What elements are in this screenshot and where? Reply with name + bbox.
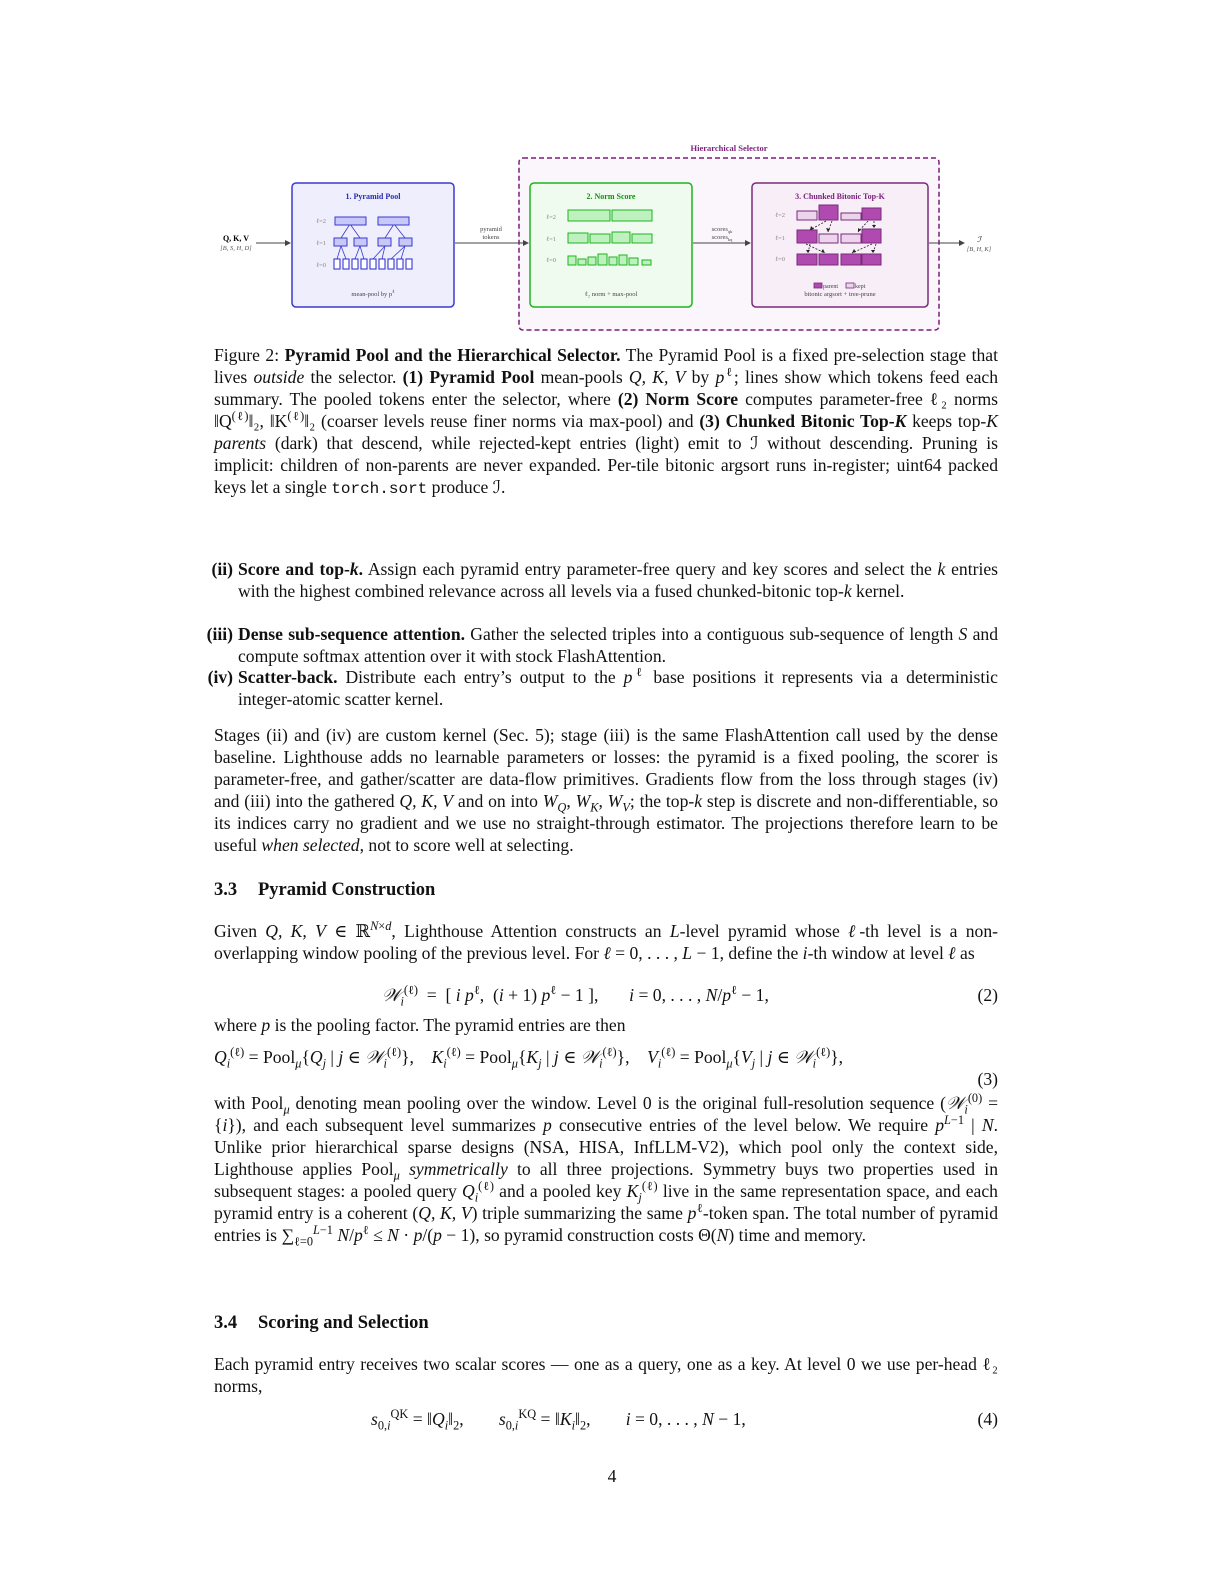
arrow-label-pyramid: pyramid (480, 226, 502, 233)
legend-parent: parent (823, 284, 838, 290)
list-item-scatter-back: (iv) Scatter-back. Distribute each entry’s output to the $p^\ell$ base positions it represents via a deterministic integer-atomic scatter kernel. (207, 665, 998, 709)
arrow-label-scores-qk: scores$_{qk}$ (711, 226, 733, 234)
pooling-factor-sentence: where p is the pooling factor. The pyramid entries are then (214, 1015, 626, 1035)
equation-3-number: (3) (977, 1069, 998, 1089)
norm-level-2: ℓ=2 (546, 214, 557, 221)
stages-paragraph: Stages (ii) and (iv) are custom kernel (Sec. 5); stage (iii) is the same FlashAttention call used by the dense baseline. Lighthouse adds no learnable parameters or losses: the pyramid is a fixed pooling, the scorer is parameter-free, and gather/scatter are data-flow primitives. Gradients flow from the loss through stages (iv) and (iii) into the gathered Q, K, V and on into $W_Q$, $W_K$, $W_V$; the top-k step is discrete and non-differentiable, so its indices carry no gradient and we use no straight-through estimator. The projections therefore learn to be useful when selected, not to score well at selecting. (214, 725, 998, 855)
selector-title: Hierarchical Selector (690, 143, 768, 153)
pool-level-0: ℓ=0 (316, 262, 327, 269)
input-label: Q, K, V (222, 234, 250, 243)
list-item-score-topk: (ii) Score and top-k. Assign each pyramid entry parameter-free query and key scores and select the k entries with the highest combined relevance across all levels via a fused chunked-bitonic top-k kernel. (211, 559, 998, 601)
pyramid-pool-caption: mean-pool by $p^\ell$ (351, 290, 395, 298)
pyramid-pool-title: 1. Pyramid Pool (345, 192, 401, 201)
list-item-dense-attention: (iii) Dense sub-sequence attention. Gather the selected triples into a contiguous sub-sequence of length S and compute softmax attention over it with stock FlashAttention. (206, 624, 998, 666)
legend-kept: kept (855, 284, 866, 290)
arrow-label-scores-kq: scores$_{kq}$ (711, 234, 733, 242)
topk-level-2: ℓ=2 (775, 212, 786, 219)
figure-2-diagram (0, 0, 1224, 340)
output-dims: [B, H, K] (966, 246, 992, 253)
norm-level-0: ℓ=0 (546, 257, 557, 264)
norm-score-title: 2. Norm Score (586, 192, 636, 201)
pool-level-2: ℓ=2 (316, 218, 327, 225)
bitonic-topk-caption: bitonic argsort + tree-prune (804, 291, 876, 298)
bitonic-topk-title: 3. Chunked Bitonic Top-K (795, 192, 885, 201)
section-3-3-heading: 3.3 Pyramid Construction (214, 880, 436, 900)
page-number: 4 (607, 1466, 617, 1486)
scoring-paragraph: Each pyramid entry receives two scalar scores — one as a query, one as a key. At level 0 we use per-head ℓ₂ norms, (214, 1354, 998, 1396)
bitonic-topk-box (752, 183, 928, 307)
topk-level-0: ℓ=0 (775, 256, 786, 263)
norm-score-caption: ℓ₂ norm + max-pool (584, 291, 638, 298)
norm-level-1: ℓ=1 (546, 236, 557, 243)
equation-2-number: (2) (977, 985, 998, 1005)
equation-4-number: (4) (977, 1409, 998, 1429)
pyramid-construction-paragraph: Given Q, K, V ∈ ℝ$^{N\times d}$, Lighthouse Attention constructs an L-level pyramid whose ℓ-th level is a non-overlapping window pooling of the previous level. For ℓ = 0, . . . , L − 1, define the i-th window at level ℓ as (214, 919, 998, 963)
section-3-4-heading: 3.4 Scoring and Selection (214, 1313, 429, 1333)
figure-caption: Figure 2: Pyramid Pool and the Hierarchical Selector. The Pyramid Pool is a fixed pre-selection stage that lives outside the selector. (1) Pyramid Pool mean-pools Q, K, V by $p^\ell$; lines show which tokens feed each summary. The pooled tokens enter the selector, where (2) Norm Score computes parameter-free ℓ₂ norms $‖Q^{(\ell)}‖_2$, $‖K^{(\ell)}‖_2$ (coarser levels reuse finer norms via max-pool) and (3) Chunked Bitonic Top-K keeps top-K parents (dark) that descend, while rejected-kept entries (light) emit to ℐ without descending. Pruning is implicit: children of non-parents are never expanded. Per-tile bitonic argsort runs in-register; uint64 packed keys let a single torch.sort produce ℐ. (214, 345, 998, 498)
pooling-description-paragraph: with Pool$_\mu$ denoting mean pooling over the window. Level 0 is the original full-resolution sequence (𝒲$_i^{(0)}$ = {i}), and each subsequent level summarizes p consecutive entries of the level below. We require $p^{L-1}$ | N. Unlike prior hierarchical sparse designs (NSA, HISA, InfLLM-V2), which pool only the context side, Lighthouse applies Pool$_\mu$ symmetrically to all three projections. Symmetry buys two properties used in subsequent stages: a pooled query $Q_i^{(\ell)}$ and a pooled key $K_j^{(\ell)}$ live in the same representation space, and each pyramid entry is a coherent (Q, K, V) triple summarizing the same $p^\ell$-token span. The total number of pyramid entries is $\sum_{\ell=0}^{L-1}$ $N/p^\ell \le N \cdot p/(p - 1)$, so pyramid construction costs Θ(N) time and memory. (214, 1091, 998, 1249)
topk-level-1: ℓ=1 (775, 235, 786, 242)
pool-level-1: ℓ=1 (316, 240, 327, 247)
norm-score-box (530, 183, 692, 307)
output-label: ℐ (977, 235, 981, 244)
arrow-label-tokens: tokens (482, 234, 500, 241)
input-dims: [B, S, H, D] (220, 245, 252, 252)
